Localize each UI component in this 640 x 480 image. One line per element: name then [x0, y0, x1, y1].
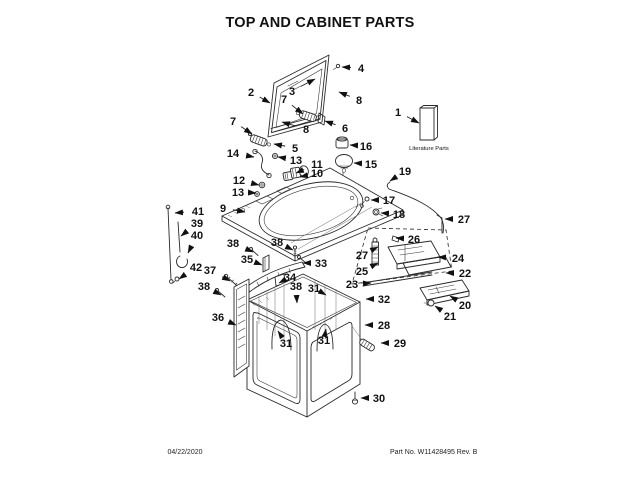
callout-38 [198, 281, 221, 295]
callout-label: 10 [310, 168, 324, 180]
callout-arrow [241, 127, 252, 134]
callout-13 [278, 155, 302, 167]
callout-label: 38 [289, 281, 303, 293]
lid-assembly-drawing [248, 55, 340, 148]
callout-arrow [175, 212, 184, 213]
callout-arrow [179, 275, 185, 279]
callout-label: 29 [393, 338, 407, 350]
callout-arrow [253, 183, 259, 185]
callout-label: 30 [372, 393, 386, 405]
callout-label: 4 [357, 63, 365, 75]
callout-label: 16 [359, 141, 373, 153]
callout-arrow [257, 263, 262, 265]
callout-label: 27 [355, 250, 369, 262]
callout-label: 8 [355, 95, 363, 107]
callout-19 [390, 166, 411, 181]
callout-26 [396, 234, 420, 246]
callout-2 [248, 87, 270, 103]
callout-arrow [278, 157, 283, 158]
callout-label: 38 [270, 237, 284, 249]
callout-label: 24 [451, 253, 465, 265]
callout-arrow [247, 156, 254, 157]
callout-arrow [278, 331, 281, 335]
callout-12 [233, 175, 259, 187]
callout-20 [450, 296, 471, 312]
callout-label: 13 [289, 155, 303, 167]
literature-parts-drawing [409, 106, 449, 153]
callout-28 [365, 320, 390, 332]
callout-label: 38 [226, 238, 240, 250]
callout-22 [446, 268, 471, 280]
callout-arrow [407, 117, 419, 123]
callout-label: 27 [457, 214, 471, 226]
callout-label: 23 [345, 279, 359, 291]
callout-label: 8 [302, 124, 310, 136]
callout-label: 1 [394, 107, 402, 119]
side-panel-drawing [234, 279, 249, 377]
callout-label: 18 [392, 209, 406, 221]
callout-42 [179, 262, 202, 279]
callout-24 [438, 253, 465, 265]
callout-label: 41 [191, 206, 205, 218]
callout-8 [339, 92, 362, 107]
callout-label: 2 [247, 87, 255, 99]
callout-label: 25 [355, 266, 369, 278]
callout-label: 39 [190, 218, 204, 230]
callout-7 [230, 116, 252, 134]
callout-label: 7 [229, 116, 237, 128]
callout-label: 11 [311, 159, 323, 171]
callout-33 [303, 258, 327, 270]
callout-label: 31 [279, 338, 293, 350]
callout-1 [395, 107, 419, 123]
callout-label: 35 [240, 254, 254, 266]
callout-arrow [325, 121, 336, 125]
callout-arrow [292, 105, 303, 114]
callout-label: 19 [398, 166, 412, 178]
callout-label: 20 [458, 300, 472, 312]
callout-label: 42 [189, 262, 203, 274]
callout-40 [188, 230, 203, 253]
suspension-rod-drawing [166, 205, 187, 283]
callout-arrow [188, 248, 191, 253]
callout-label: 34 [283, 272, 297, 284]
callout-13 [232, 187, 256, 199]
callout-38 [227, 238, 253, 252]
callout-label: 31 [317, 335, 331, 347]
callout-35 [241, 254, 262, 266]
callout-label: 26 [407, 234, 421, 246]
callout-37 [204, 265, 230, 281]
callout-4 [342, 63, 365, 75]
callout-arrow [390, 178, 394, 181]
callout-arrow [181, 232, 186, 236]
callout-15 [354, 159, 377, 171]
callout-label: 15 [364, 159, 378, 171]
callout-arrow [260, 97, 270, 103]
callout-label: 7 [280, 94, 288, 106]
callout-arrow [450, 296, 454, 299]
callout-label: 12 [232, 175, 246, 187]
callout-label: 28 [377, 320, 391, 332]
callout-36 [212, 312, 236, 325]
callout-label: 6 [341, 123, 349, 135]
callout-label: 36 [211, 312, 225, 324]
callout-31 [318, 329, 330, 347]
callout-14 [227, 148, 254, 160]
callout-32 [366, 294, 390, 306]
callout-6 [325, 121, 348, 135]
callout-5 [274, 143, 298, 155]
footer-date: 04/22/2020 [167, 449, 203, 456]
callout-label: 5 [291, 143, 299, 155]
callout-29 [381, 338, 406, 350]
callout-21 [435, 306, 456, 323]
callout-41 [175, 206, 204, 218]
callout-3 [289, 79, 315, 98]
callout-label: 3 [288, 86, 296, 98]
callout-label: 33 [314, 258, 328, 270]
callout-label: 22 [458, 268, 472, 280]
callout-label: 32 [377, 294, 391, 306]
callout-arrow [274, 144, 285, 146]
callout-label: 38 [197, 281, 211, 293]
cabinet-drawing [247, 274, 376, 417]
callout-label: 17 [382, 195, 396, 207]
footer-part-number: Part No. W11428495 Rev. B [390, 449, 478, 456]
callout-arrow [435, 306, 439, 309]
callout-label: 13 [231, 187, 245, 199]
callout-label: 31 [307, 283, 321, 295]
callout-30 [361, 393, 385, 405]
callout-label: 40 [190, 230, 204, 242]
callout-label: 9 [219, 203, 227, 215]
literature-parts-label: Literature Parts [409, 146, 449, 152]
callout-label: 14 [226, 148, 240, 160]
callout-16 [350, 141, 372, 153]
callout-arrow [339, 92, 350, 96]
callout-label: 37 [203, 265, 217, 277]
page-title: TOP AND CABINET PARTS [225, 15, 415, 31]
callout-label: 21 [443, 311, 457, 323]
callout-27 [445, 214, 470, 226]
